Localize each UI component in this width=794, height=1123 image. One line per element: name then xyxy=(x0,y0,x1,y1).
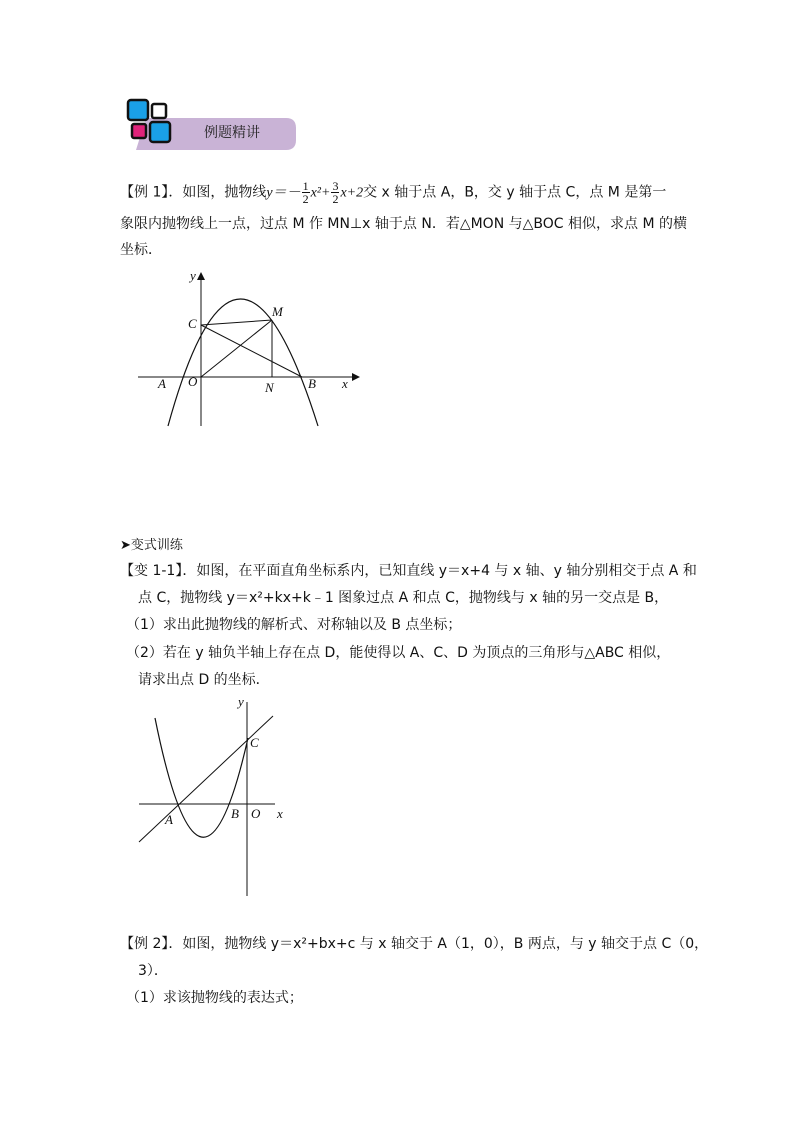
ex1-lead: 【例 1】．如图，抛物线 xyxy=(120,184,267,201)
ex1-frac2: $\frac{3}{2}$ xyxy=(332,179,339,206)
figure-1 xyxy=(130,262,370,432)
ex1-eq-pre: y＝－ xyxy=(266,185,301,201)
x-axis-arrow xyxy=(352,373,360,381)
ex1-eq-mid: x²+ xyxy=(310,185,331,201)
label-B: B xyxy=(231,806,239,821)
ex1-rest: 交 x 轴于点 A，B，交 y 轴于点 C，点 M 是第一 xyxy=(363,184,667,201)
variant-line2: 点 C，抛物线 y＝x²+kx+k﹣1 图象过点 A 和点 C，抛物线与 x 轴的另一交点是 B， xyxy=(138,590,669,606)
variant-heading: ➤变式训练 xyxy=(120,538,183,553)
blue-square-icon-2 xyxy=(150,122,170,142)
segment-CM xyxy=(201,320,272,325)
y-axis-arrow xyxy=(197,272,205,280)
label-B: B xyxy=(308,376,316,391)
ex1-line2: 象限内抛物线上一点，过点 M 作 MN⊥x 轴于点 N．若△MON 与△BOC 相似，求点 M 的横 xyxy=(120,216,687,232)
label-M: M xyxy=(272,304,283,319)
blue-square-icon xyxy=(128,100,148,120)
ex1-eq-post: x+2 xyxy=(340,185,364,201)
label-C: C xyxy=(250,735,259,750)
banner-title: 例题精讲 xyxy=(204,125,260,141)
segment-CB xyxy=(201,325,302,377)
section-banner xyxy=(126,96,296,154)
label-x: x xyxy=(277,806,283,821)
ex2-line1: 【例 2】．如图，抛物线 y＝x²+bx+c 与 x 轴交于 A（1，0），B 两点，与 y 轴交于点 C（0， xyxy=(120,936,709,952)
label-A: A xyxy=(158,376,166,391)
label-O: O xyxy=(188,374,198,389)
variant-line3: （1）求出此抛物线的解析式、对称轴以及 B 点坐标； xyxy=(126,617,462,633)
segment-OM xyxy=(201,320,272,377)
variant-line1: 【变 1-1】．如图，在平面直角坐标系内，已知直线 y＝x+4 与 x 轴、y 轴分别相交于点 A 和 xyxy=(120,563,697,579)
label-O: O xyxy=(251,806,261,821)
ex1-line1 xyxy=(120,180,666,205)
figure-2 xyxy=(135,694,295,904)
variant-line4: （2）若在 y 轴负半轴上存在点 D，能使得以 A、C、D 为顶点的三角形与△ABC 相似， xyxy=(126,645,671,661)
variant-line5: 请求出点 D 的坐标． xyxy=(138,672,270,688)
label-A: A xyxy=(165,812,173,827)
label-y: y xyxy=(190,268,196,283)
ex2-line3: （1）求该抛物线的表达式； xyxy=(126,990,303,1006)
white-square-icon xyxy=(152,104,166,118)
pink-square-icon xyxy=(132,124,146,138)
label-x: x xyxy=(342,376,348,391)
ex1-frac1: $\frac{1}{2}$ xyxy=(302,179,309,206)
ex2-line2: 3）． xyxy=(138,963,168,979)
label-y: y xyxy=(238,694,244,709)
label-C: C xyxy=(188,316,197,331)
ex1-line3: 坐标． xyxy=(120,242,162,258)
label-N: N xyxy=(265,380,274,395)
